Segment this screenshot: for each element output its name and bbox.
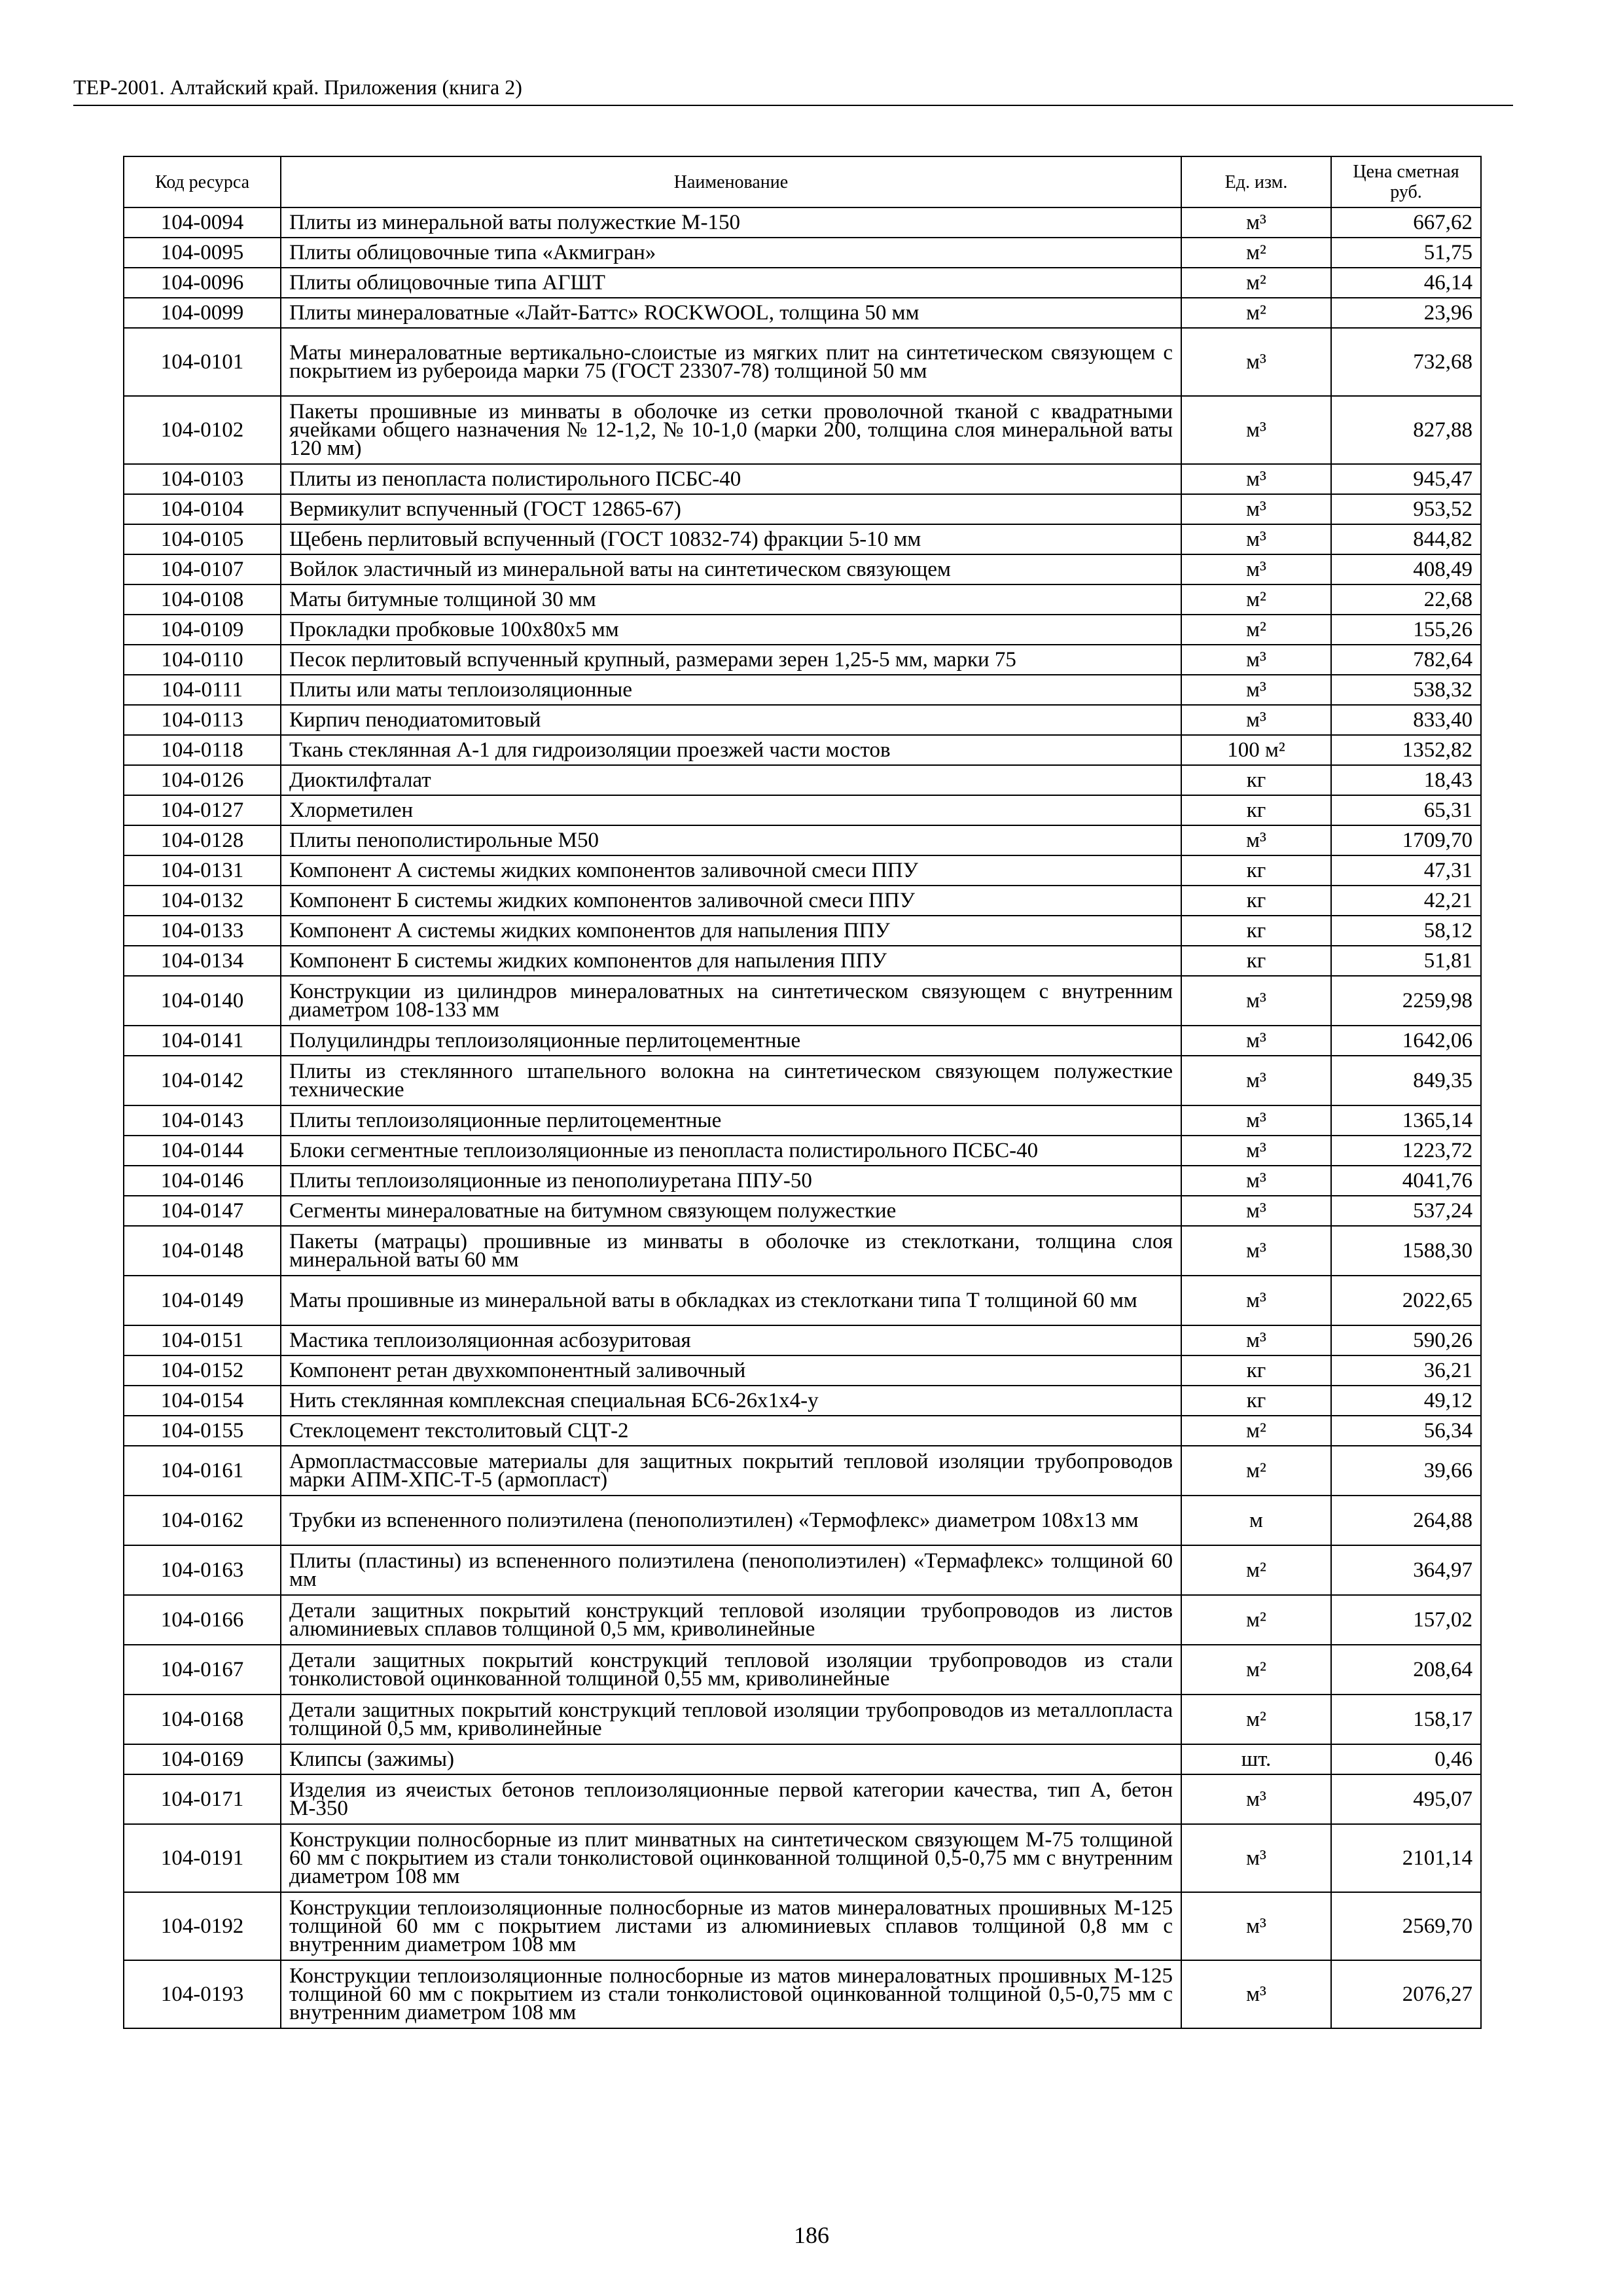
resource-code-cell: 104-0166 xyxy=(124,1595,281,1645)
table-row xyxy=(124,328,1481,396)
unit-cell: м³ xyxy=(1181,1774,1331,1824)
unit-cell: кг xyxy=(1181,795,1331,825)
unit-cell: м³ xyxy=(1181,1105,1331,1136)
price-cell: 65,31 xyxy=(1331,795,1481,825)
resource-code-cell: 104-0108 xyxy=(124,584,281,615)
resource-name-cell: Клипсы (зажимы) xyxy=(281,1744,1181,1774)
table-row xyxy=(124,1386,1481,1416)
resource-name-cell: Блоки сегментные теплоизоляционные из пенопласта полистирольного ПСБС-40 xyxy=(281,1136,1181,1166)
resource-code-cell: 104-0113 xyxy=(124,705,281,735)
unit-cell: м³ xyxy=(1181,1196,1331,1226)
resource-name-cell: Сегменты минераловатные на битумном связующем полужесткие xyxy=(281,1196,1181,1226)
resource-name-cell: Полуцилиндры теплоизоляционные перлитоцементные xyxy=(281,1026,1181,1056)
table-row xyxy=(124,916,1481,946)
resource-name-cell: Маты прошивные из минеральной ваты в обкладках из стеклоткани типа Т толщиной 60 мм xyxy=(281,1276,1181,1325)
unit-cell: м³ xyxy=(1181,554,1331,584)
price-cell: 22,68 xyxy=(1331,584,1481,615)
resource-name-cell: Детали защитных покрытий конструкций тепловой изоляции трубопроводов из металлопласта толщиной 0,5 мм, криволинейные xyxy=(281,1695,1181,1744)
table-row xyxy=(124,976,1481,1026)
resource-name-cell: Плиты пенополистирольные М50 xyxy=(281,825,1181,855)
resource-name-cell: Пакеты прошивные из минваты в оболочке из сетки проволочной тканой с квадратными ячейками общего назначения № 12-1,2, № 10-1,0 (марки 200, толщина слоя минеральной ваты 120 мм) xyxy=(281,396,1181,464)
unit-cell: м³ xyxy=(1181,1276,1331,1325)
price-cell: 953,52 xyxy=(1331,494,1481,524)
resource-name-cell: Компонент А системы жидких компонентов для напыления ППУ xyxy=(281,916,1181,946)
resource-code-cell: 104-0118 xyxy=(124,735,281,765)
table-row xyxy=(124,1026,1481,1056)
resource-name-cell: Прокладки пробковые 100х80х5 мм xyxy=(281,615,1181,645)
table-row xyxy=(124,615,1481,645)
price-cell: 849,35 xyxy=(1331,1056,1481,1105)
price-cell: 46,14 xyxy=(1331,268,1481,298)
table-row xyxy=(124,1226,1481,1276)
price-cell: 2022,65 xyxy=(1331,1276,1481,1325)
resource-code-cell: 104-0193 xyxy=(124,1960,281,2028)
table-row xyxy=(124,825,1481,855)
resource-name-cell: Песок перлитовый вспученный крупный, размерами зерен 1,25-5 мм, марки 75 xyxy=(281,645,1181,675)
price-cell: 495,07 xyxy=(1331,1774,1481,1824)
table-row xyxy=(124,298,1481,328)
resource-name-cell: Мастика теплоизоляционная асбозуритовая xyxy=(281,1325,1181,1355)
price-cell: 827,88 xyxy=(1331,396,1481,464)
unit-cell: м³ xyxy=(1181,1056,1331,1105)
resource-price-table xyxy=(123,156,1482,2029)
table-row xyxy=(124,238,1481,268)
table-row xyxy=(124,1744,1481,1774)
resource-code-cell: 104-0147 xyxy=(124,1196,281,1226)
price-cell: 36,21 xyxy=(1331,1355,1481,1386)
unit-cell: м² xyxy=(1181,1645,1331,1695)
resource-code-cell: 104-0103 xyxy=(124,464,281,494)
unit-cell: м³ xyxy=(1181,1325,1331,1355)
price-cell: 1365,14 xyxy=(1331,1105,1481,1136)
unit-cell: м³ xyxy=(1181,524,1331,554)
unit-cell: м² xyxy=(1181,268,1331,298)
table-row xyxy=(124,1892,1481,1960)
price-cell: 364,97 xyxy=(1331,1545,1481,1595)
resource-name-cell: Плиты теплоизоляционные из пенополиуретана ППУ-50 xyxy=(281,1166,1181,1196)
unit-cell: м² xyxy=(1181,1446,1331,1496)
unit-cell: м³ xyxy=(1181,1166,1331,1196)
price-cell: 782,64 xyxy=(1331,645,1481,675)
price-cell: 51,81 xyxy=(1331,946,1481,976)
unit-cell: м² xyxy=(1181,238,1331,268)
unit-cell: м² xyxy=(1181,298,1331,328)
table-row xyxy=(124,1645,1481,1695)
table-row xyxy=(124,554,1481,584)
unit-cell: м² xyxy=(1181,1545,1331,1595)
resource-name-cell: Армопластмассовые материалы для защитных покрытий тепловой изоляции трубопроводов марки АПМ-ХПС-Т-5 (армопласт) xyxy=(281,1446,1181,1496)
resource-code-cell: 104-0104 xyxy=(124,494,281,524)
unit-cell: м³ xyxy=(1181,1026,1331,1056)
table-row xyxy=(124,765,1481,795)
resource-code-cell: 104-0161 xyxy=(124,1446,281,1496)
table-row xyxy=(124,1056,1481,1105)
resource-code-cell: 104-0101 xyxy=(124,328,281,396)
table-row xyxy=(124,1166,1481,1196)
resource-name-cell: Детали защитных покрытий конструкций тепловой изоляции трубопроводов из стали тонколистовой оцинкованной толщиной 0,55 мм, криволинейные xyxy=(281,1645,1181,1695)
table-row xyxy=(124,524,1481,554)
column-header-code: Код ресурса xyxy=(124,156,281,207)
price-cell: 2569,70 xyxy=(1331,1892,1481,1960)
table-row xyxy=(124,464,1481,494)
unit-cell: 100 м² xyxy=(1181,735,1331,765)
resource-code-cell: 104-0192 xyxy=(124,1892,281,1960)
resource-code-cell: 104-0144 xyxy=(124,1136,281,1166)
resource-name-cell: Компонент Б системы жидких компонентов заливочной смеси ППУ xyxy=(281,886,1181,916)
page-number: 186 xyxy=(794,2222,829,2248)
unit-cell: м² xyxy=(1181,1695,1331,1744)
resource-name-cell: Вермикулит вспученный (ГОСТ 12865-67) xyxy=(281,494,1181,524)
resource-code-cell: 104-0105 xyxy=(124,524,281,554)
unit-cell: кг xyxy=(1181,855,1331,886)
resource-name-cell: Стеклоцемент текстолитовый СЦТ-2 xyxy=(281,1416,1181,1446)
resource-code-cell: 104-0167 xyxy=(124,1645,281,1695)
unit-cell: м³ xyxy=(1181,464,1331,494)
resource-name-cell: Маты минераловатные вертикально-слоистые из мягких плит на синтетическом связующем с покрытием из рубероида марки 75 (ГОСТ 23307-78) толщиной 50 мм xyxy=(281,328,1181,396)
resource-code-cell: 104-0146 xyxy=(124,1166,281,1196)
resource-name-cell: Плиты облицовочные типа «Акмигран» xyxy=(281,238,1181,268)
unit-cell: м³ xyxy=(1181,207,1331,238)
unit-cell: кг xyxy=(1181,765,1331,795)
price-cell: 732,68 xyxy=(1331,328,1481,396)
unit-cell: м² xyxy=(1181,615,1331,645)
resource-name-cell: Пакеты (матрацы) прошивные из минваты в оболочке из стеклоткани, толщина слоя минеральной ваты 60 мм xyxy=(281,1226,1181,1276)
resource-code-cell: 104-0154 xyxy=(124,1386,281,1416)
price-cell: 49,12 xyxy=(1331,1386,1481,1416)
unit-cell: м³ xyxy=(1181,1892,1331,1960)
unit-cell: м³ xyxy=(1181,825,1331,855)
table-row xyxy=(124,1276,1481,1325)
resource-code-cell: 104-0155 xyxy=(124,1416,281,1446)
unit-cell: кг xyxy=(1181,916,1331,946)
table-row xyxy=(124,1545,1481,1595)
table-row xyxy=(124,494,1481,524)
unit-cell: кг xyxy=(1181,886,1331,916)
price-cell: 158,17 xyxy=(1331,1695,1481,1744)
price-cell: 39,66 xyxy=(1331,1446,1481,1496)
table-row xyxy=(124,1136,1481,1166)
price-cell: 47,31 xyxy=(1331,855,1481,886)
resource-name-cell: Компонент Б системы жидких компонентов для напыления ППУ xyxy=(281,946,1181,976)
price-cell: 667,62 xyxy=(1331,207,1481,238)
price-cell: 590,26 xyxy=(1331,1325,1481,1355)
unit-cell: м² xyxy=(1181,584,1331,615)
resource-name-cell: Нить стеклянная комплексная специальная БС6-26х1х4-у xyxy=(281,1386,1181,1416)
resource-code-cell: 104-0094 xyxy=(124,207,281,238)
price-cell: 1709,70 xyxy=(1331,825,1481,855)
resource-name-cell: Хлорметилен xyxy=(281,795,1181,825)
resource-name-cell: Конструкции теплоизоляционные полносборные из матов минераловатных прошивных М-125 толщиной 60 мм с покрытием из стали тонколистовой оцинкованной толщиной 0,5-0,75 мм с внутренним диаметром 108 мм xyxy=(281,1960,1181,2028)
price-cell: 264,88 xyxy=(1331,1496,1481,1545)
unit-cell: м³ xyxy=(1181,1824,1331,1892)
unit-cell: м³ xyxy=(1181,705,1331,735)
table-row xyxy=(124,886,1481,916)
resource-code-cell: 104-0143 xyxy=(124,1105,281,1136)
price-cell: 157,02 xyxy=(1331,1595,1481,1645)
table-row xyxy=(124,1416,1481,1446)
table-row xyxy=(124,855,1481,886)
unit-cell: м³ xyxy=(1181,1960,1331,2028)
table-row xyxy=(124,1325,1481,1355)
header-rule xyxy=(73,105,1513,106)
resource-name-cell: Плиты облицовочные типа АГШТ xyxy=(281,268,1181,298)
unit-cell: м³ xyxy=(1181,645,1331,675)
table-header-row xyxy=(124,156,1481,207)
unit-cell: м³ xyxy=(1181,396,1331,464)
resource-code-cell: 104-0133 xyxy=(124,916,281,946)
unit-cell: шт. xyxy=(1181,1744,1331,1774)
table-row xyxy=(124,207,1481,238)
resource-code-cell: 104-0107 xyxy=(124,554,281,584)
running-header: ТЕР-2001. Алтайский край. Приложения (книга 2) xyxy=(73,75,522,99)
resource-name-cell: Ткань стеклянная А-1 для гидроизоляции проезжей части мостов xyxy=(281,735,1181,765)
resource-name-cell: Плиты минераловатные «Лайт-Баттс» ROCKWOOL, толщина 50 мм xyxy=(281,298,1181,328)
unit-cell: м xyxy=(1181,1496,1331,1545)
price-cell: 2076,27 xyxy=(1331,1960,1481,2028)
resource-code-cell: 104-0095 xyxy=(124,238,281,268)
resource-code-cell: 104-0149 xyxy=(124,1276,281,1325)
table-row xyxy=(124,1595,1481,1645)
price-cell: 538,32 xyxy=(1331,675,1481,705)
table-row xyxy=(124,1496,1481,1545)
resource-name-cell: Изделия из ячеистых бетонов теплоизоляционные первой категории качества, тип А, бетон М-350 xyxy=(281,1774,1181,1824)
table-row xyxy=(124,1196,1481,1226)
resource-name-cell: Компонент ретан двухкомпонентный заливочный xyxy=(281,1355,1181,1386)
price-cell: 18,43 xyxy=(1331,765,1481,795)
table-row xyxy=(124,1960,1481,2028)
price-cell: 208,64 xyxy=(1331,1645,1481,1695)
price-cell: 537,24 xyxy=(1331,1196,1481,1226)
resource-name-cell: Плиты из пенопласта полистирольного ПСБС-40 xyxy=(281,464,1181,494)
column-header-name: Наименование xyxy=(281,156,1181,207)
table-row xyxy=(124,645,1481,675)
table-row xyxy=(124,1105,1481,1136)
resource-name-cell: Трубки из вспененного полиэтилена (пенополиэтилен) «Термофлекс» диаметром 108х13 мм xyxy=(281,1496,1181,1545)
table-row xyxy=(124,1824,1481,1892)
price-cell: 844,82 xyxy=(1331,524,1481,554)
resource-code-cell: 104-0134 xyxy=(124,946,281,976)
price-cell: 4041,76 xyxy=(1331,1166,1481,1196)
resource-code-cell: 104-0109 xyxy=(124,615,281,645)
table-row xyxy=(124,705,1481,735)
resource-name-cell: Плиты теплоизоляционные перлитоцементные xyxy=(281,1105,1181,1136)
resource-name-cell: Детали защитных покрытий конструкций тепловой изоляции трубопроводов из листов алюминиевых сплавов толщиной 0,5 мм, криволинейные xyxy=(281,1595,1181,1645)
resource-name-cell: Плиты из стеклянного штапельного волокна на синтетическом связующем полужесткие технические xyxy=(281,1056,1181,1105)
table-row xyxy=(124,675,1481,705)
price-cell: 155,26 xyxy=(1331,615,1481,645)
table-row xyxy=(124,946,1481,976)
unit-cell: кг xyxy=(1181,1355,1331,1386)
table-row xyxy=(124,735,1481,765)
unit-cell: кг xyxy=(1181,1386,1331,1416)
resource-code-cell: 104-0126 xyxy=(124,765,281,795)
price-cell: 56,34 xyxy=(1331,1416,1481,1446)
column-header-price: Цена сметная руб. xyxy=(1331,156,1481,207)
price-cell: 1352,82 xyxy=(1331,735,1481,765)
unit-cell: м³ xyxy=(1181,976,1331,1026)
price-cell: 408,49 xyxy=(1331,554,1481,584)
resource-code-cell: 104-0096 xyxy=(124,268,281,298)
table-row xyxy=(124,1774,1481,1824)
table-row xyxy=(124,795,1481,825)
unit-cell: кг xyxy=(1181,946,1331,976)
resource-name-cell: Конструкции полносборные из плит минватных на синтетическом связующем М-75 толщиной 60 мм с покрытием из стали тонколистовой оцинкованной толщиной 0,5-0,75 мм с внутренним диаметром 108 мм xyxy=(281,1824,1181,1892)
resource-code-cell: 104-0151 xyxy=(124,1325,281,1355)
resource-code-cell: 104-0152 xyxy=(124,1355,281,1386)
resource-code-cell: 104-0099 xyxy=(124,298,281,328)
resource-code-cell: 104-0141 xyxy=(124,1026,281,1056)
table-row xyxy=(124,1446,1481,1496)
resource-code-cell: 104-0191 xyxy=(124,1824,281,1892)
price-cell: 1223,72 xyxy=(1331,1136,1481,1166)
resource-name-cell: Войлок эластичный из минеральной ваты на синтетическом связующем xyxy=(281,554,1181,584)
resource-code-cell: 104-0111 xyxy=(124,675,281,705)
price-cell: 945,47 xyxy=(1331,464,1481,494)
resource-code-cell: 104-0163 xyxy=(124,1545,281,1595)
price-cell: 833,40 xyxy=(1331,705,1481,735)
resource-code-cell: 104-0128 xyxy=(124,825,281,855)
resource-name-cell: Маты битумные толщиной 30 мм xyxy=(281,584,1181,615)
table-row xyxy=(124,1695,1481,1744)
resource-code-cell: 104-0131 xyxy=(124,855,281,886)
price-cell: 0,46 xyxy=(1331,1744,1481,1774)
resource-name-cell: Плиты или маты теплоизоляционные xyxy=(281,675,1181,705)
resource-code-cell: 104-0171 xyxy=(124,1774,281,1824)
resource-code-cell: 104-0168 xyxy=(124,1695,281,1744)
resource-code-cell: 104-0148 xyxy=(124,1226,281,1276)
price-cell: 23,96 xyxy=(1331,298,1481,328)
unit-cell: м² xyxy=(1181,1595,1331,1645)
resource-code-cell: 104-0102 xyxy=(124,396,281,464)
resource-name-cell: Компонент А системы жидких компонентов заливочной смеси ППУ xyxy=(281,855,1181,886)
table-row xyxy=(124,1355,1481,1386)
unit-cell: м³ xyxy=(1181,328,1331,396)
price-cell: 2101,14 xyxy=(1331,1824,1481,1892)
price-cell: 51,75 xyxy=(1331,238,1481,268)
table-row xyxy=(124,268,1481,298)
price-cell: 1588,30 xyxy=(1331,1226,1481,1276)
resource-code-cell: 104-0162 xyxy=(124,1496,281,1545)
resource-name-cell: Плиты (пластины) из вспененного полиэтилена (пенополиэтилен) «Термафлекс» толщиной 60 мм xyxy=(281,1545,1181,1595)
resource-code-cell: 104-0142 xyxy=(124,1056,281,1105)
unit-cell: м³ xyxy=(1181,1226,1331,1276)
price-cell: 1642,06 xyxy=(1331,1026,1481,1056)
price-cell: 58,12 xyxy=(1331,916,1481,946)
resource-name-cell: Конструкции из цилиндров минераловатных на синтетическом связующем с внутренним диаметром 108-133 мм xyxy=(281,976,1181,1026)
unit-cell: м³ xyxy=(1181,675,1331,705)
resource-name-cell: Диоктилфталат xyxy=(281,765,1181,795)
resource-name-cell: Щебень перлитовый вспученный (ГОСТ 10832-74) фракции 5-10 мм xyxy=(281,524,1181,554)
resource-code-cell: 104-0140 xyxy=(124,976,281,1026)
column-header-unit: Ед. изм. xyxy=(1181,156,1331,207)
resource-code-cell: 104-0110 xyxy=(124,645,281,675)
unit-cell: м³ xyxy=(1181,1136,1331,1166)
resource-name-cell: Плиты из минеральной ваты полужесткие М-150 xyxy=(281,207,1181,238)
price-cell: 2259,98 xyxy=(1331,976,1481,1026)
resource-name-cell: Конструкции теплоизоляционные полносборные из матов минераловатных прошивных М-125 толщиной 60 мм с покрытием листами из алюминиевых сплавов толщиной 0,8 мм с внутренним диаметром 108 мм xyxy=(281,1892,1181,1960)
price-cell: 42,21 xyxy=(1331,886,1481,916)
resource-code-cell: 104-0169 xyxy=(124,1744,281,1774)
resource-code-cell: 104-0132 xyxy=(124,886,281,916)
unit-cell: м² xyxy=(1181,1416,1331,1446)
table-row xyxy=(124,584,1481,615)
resource-code-cell: 104-0127 xyxy=(124,795,281,825)
resource-name-cell: Кирпич пенодиатомитовый xyxy=(281,705,1181,735)
table-row xyxy=(124,396,1481,464)
unit-cell: м³ xyxy=(1181,494,1331,524)
